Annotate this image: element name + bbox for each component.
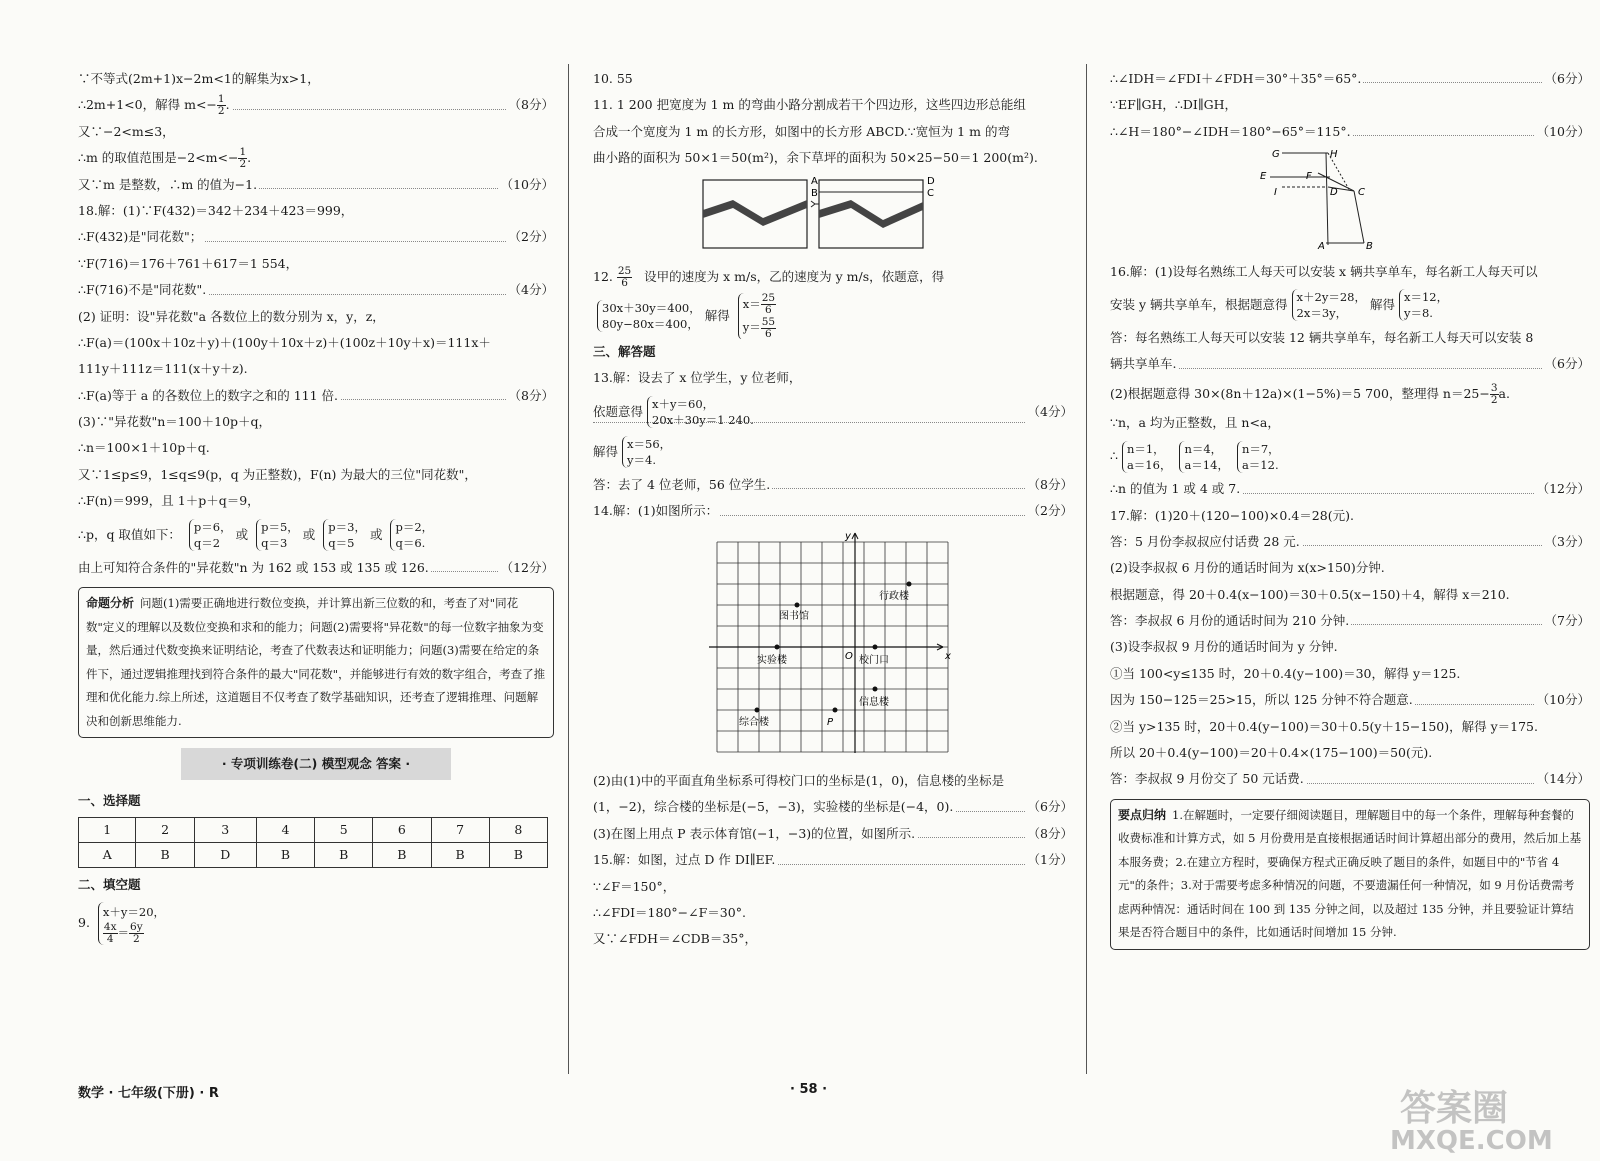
text-line: ∵EF∥GH，∴DI∥GH， xyxy=(1110,97,1237,113)
text-line: ∴∠IDH＝∠FDI＋∠FDH＝30°＋35°＝65°. （6分） xyxy=(1110,66,1590,92)
watermark-logo: 答案圈 xyxy=(1400,1088,1509,1129)
equation-system: 30x＋30y＝400， 80y−80x＝400， xyxy=(597,300,701,332)
text-line: 安装 y 辆共享单车，根据题意得 x＋2y＝28， 2x＝3y，解得 x＝12， y＝8. xyxy=(1110,290,1449,321)
equation-system: n＝4， a＝14， xyxy=(1179,441,1229,473)
score: （10分） xyxy=(499,172,554,198)
text-line: 答：每名熟练工人每天可以安装 12 辆共享单车，每名新工人每天可以安装 8 xyxy=(1110,329,1534,345)
equation-system: x＝12， y＝8. xyxy=(1399,289,1448,321)
summary-text: 1.在解题时，一定要仔细阅读题目，理解题目中的每一个条件，理解每种套餐的收费标准和计算方式，如 5 月份费用是直接根据通话时间计算超出部分的费用，然后加上基本服务费；2.在建立方程时，要确保方程式正确反映了题目的条件，如题目中的"节省 4 元"的条件；3.对于需要考虑多种情况的问题，不要遗漏任何一种情况，如 9 月份话费需考虑两种情况：通话时间在 100 到 135 分钟之间，以及超过 135 分钟，并且要验证计算结果是否符合题目中的条件，比如通话时间增加 15 分钟. xyxy=(1118,807,1582,940)
table-cell: B xyxy=(315,842,373,867)
score: （4分） xyxy=(507,277,554,303)
equation-system: x＋2y＝28， 2x＝3y， xyxy=(1292,289,1366,321)
score: （2分） xyxy=(1026,498,1073,524)
summary-box xyxy=(1110,799,1590,950)
text-line: 答：李叔叔 9 月份交了 50 元话费. （14分） xyxy=(1110,766,1590,792)
axis-y-label: y xyxy=(845,530,851,542)
text: ∴2m+1<0，解得 m<− xyxy=(78,97,217,113)
fraction: $\frac{1}{2}$ xyxy=(217,93,225,118)
label-A: A xyxy=(1318,241,1325,250)
text-line: 辆共享单车. （6分） xyxy=(1110,351,1590,377)
text-line: 又∵−2<m≤3， xyxy=(78,123,175,139)
text-line: ②当 y>135 时，20＋0.4(y−100)＝30＋0.5(y＋15−150)，解得 y＝175. xyxy=(1110,718,1538,734)
text-line: ∴F(a)等于 a 的各数位上的数字之和的 111 倍. （8分） xyxy=(78,383,554,409)
text-line: ∴∠H＝180°−∠IDH＝180°−65°＝115°. （10分） xyxy=(1110,119,1590,145)
building-label: 校门口 xyxy=(859,654,889,666)
equation-system: p＝2， q＝6. xyxy=(390,519,433,551)
watermark-url: MXQE.COM xyxy=(1390,1126,1553,1156)
text-line: 根据题意，得 20＋0.4(x−100)＝30＋0.5(x−150)＋4，解得 x＝210. xyxy=(1110,586,1510,602)
label-H: H xyxy=(1330,149,1338,161)
table-cell: 3 xyxy=(194,817,256,842)
text-line: (3)在图上用点 P 表示体育馆(−1，−3)的位置，如图所示. （8分） xyxy=(593,821,1073,847)
score: （8分） xyxy=(1026,821,1073,847)
text-line: 又∵1≤p≤9，1≤q≤9(p，q 为正整数)，F(n) 为最大的三位"同花数"， xyxy=(78,466,477,482)
question-11: 11. 1 200 把宽度为 1 m 的弯曲小路分割成若干个四边形，这些四边形总能组 xyxy=(593,97,1026,113)
text-line: ∴p，q 取值如下： p＝6， q＝2或 p＝5， q＝3或 p＝3， q＝5或 p＝2， q＝6. xyxy=(78,520,434,551)
label-B: B xyxy=(811,187,818,199)
table-cell: B xyxy=(373,842,431,867)
section-heading: 二、填空题 xyxy=(78,876,141,892)
column-right xyxy=(1110,66,1590,956)
table-cell: 1 xyxy=(79,817,136,842)
table-cell: A xyxy=(79,842,136,867)
column-divider-left xyxy=(568,64,569,1074)
analysis-box xyxy=(78,587,554,738)
text-line: ∴F(432)是"同花数"； （2分） xyxy=(78,224,554,250)
table-cell: 6 xyxy=(373,817,431,842)
axis-x-label: x xyxy=(945,650,951,662)
coordinate-grid xyxy=(593,525,1073,759)
text-line: (2) 证明：设"异花数"a 各数位上的数分别为 x，y，z， xyxy=(78,308,385,324)
text-line: ∴m 的取值范围是−2<m<− $\frac{1}{2}$ . xyxy=(78,146,252,171)
label-D: D xyxy=(927,175,935,187)
text-line: ①当 100<y≤135 时，20＋0.4(y−100)＝30，解得 y＝125. xyxy=(1110,665,1461,681)
text-line: (2)设李叔叔 6 月份的通话时间为 x(x>150)分钟. xyxy=(1110,560,1385,576)
score: （12分） xyxy=(1535,476,1590,502)
table-cell: B xyxy=(431,842,489,867)
score: （6分） xyxy=(1543,66,1590,92)
building-label: 实验楼 xyxy=(757,654,787,666)
answer-table xyxy=(78,817,548,868)
label-F: F xyxy=(1306,171,1312,183)
table-cell: 7 xyxy=(431,817,489,842)
section-heading: 三、解答题 xyxy=(593,343,656,359)
table-cell: 5 xyxy=(315,817,373,842)
question-13: 13.解：设去了 x 位学生，y 位老师， xyxy=(593,370,802,386)
text-line: ∴F(n)＝999，且 1＋p＋q＝9， xyxy=(78,493,260,509)
text-line: ∴F(716)不是"同花数". （4分） xyxy=(78,277,554,303)
score: （4分） xyxy=(1026,392,1073,432)
text-line: ∴n 的值为 1 或 4 或 7. （12分） xyxy=(1110,476,1590,502)
score: （12分） xyxy=(499,555,554,581)
label-C: C xyxy=(927,187,934,199)
equation-system: p＝6， q＝2 xyxy=(189,519,232,551)
table-cell: 2 xyxy=(136,817,194,842)
text-line: 111y＋111z＝111(x＋y＋z). xyxy=(78,361,248,377)
score: （6分） xyxy=(1543,351,1590,377)
table-cell: D xyxy=(194,842,256,867)
label-B: B xyxy=(1366,241,1373,250)
score: （2分） xyxy=(507,224,554,250)
text-line: ∴F(a)＝(100x＋10z＋y)＋(100y＋10x＋z)＋(100z＋10y＋x)＝111x＋ xyxy=(78,334,491,350)
column-middle xyxy=(593,66,1073,953)
text-line: 因为 150−125＝25>15，所以 125 分钟不符合题意. （10分） xyxy=(1110,687,1590,713)
text-line: (2)根据题意得 30×(8n＋12a)×(1−5%)＝5 700，整理得 n＝25− $\frac{3}{2}$ a. xyxy=(1110,381,1510,406)
text-line: 所以 20＋0.4(y−100)＝20＋0.4×(175−100)＝50(元). xyxy=(1110,745,1433,761)
section-heading: 一、选择题 xyxy=(78,793,141,809)
score: （14分） xyxy=(1535,766,1590,792)
score: （8分） xyxy=(507,92,554,118)
question-14: 14.解：(1)如图所示： （2分） xyxy=(593,498,1073,524)
score: （10分） xyxy=(1535,687,1590,713)
score: （1分） xyxy=(1026,847,1073,873)
analysis-title: 命题分析 xyxy=(86,596,135,611)
score: （3分） xyxy=(1543,529,1590,555)
equation-system: x＋y＝20， $\frac{4x}{4}$ ＝ $\frac{6y}{2}$ xyxy=(98,902,165,945)
equation-system: p＝5， q＝3 xyxy=(256,519,299,551)
table-cell: B xyxy=(489,842,547,867)
table-cell: 8 xyxy=(489,817,547,842)
text-line: (3)设李叔叔 9 月份的通话时间为 y 分钟. xyxy=(1110,639,1338,655)
label-I: I xyxy=(1274,187,1277,199)
table-cell: B xyxy=(136,842,194,867)
path-figure xyxy=(593,172,1073,252)
text-line: ∴2m+1<0，解得 m<− $\frac{1}{2}$ . （8分） xyxy=(78,93,554,118)
label-A: A xyxy=(811,175,818,187)
equation-system: x＋y＝60， 20x＋30y＝1 240. xyxy=(647,396,754,428)
column-left xyxy=(78,66,554,948)
score: （6分） xyxy=(1026,794,1073,820)
text-line: ∵不等式(2m+1)x−2m<1的解集为x>1， xyxy=(78,71,320,86)
text-line: (3)∵"异花数"n＝100＋10p＋q， xyxy=(78,414,272,430)
text-line: (2)由(1)中的平面直角坐标系可得校门口的坐标是(1，0)，信息楼的坐标是 xyxy=(593,772,1005,788)
table-cell: B xyxy=(256,842,314,867)
score: （8分） xyxy=(507,383,554,409)
score: （8分） xyxy=(1026,472,1073,498)
origin-label: O xyxy=(845,650,853,662)
text-line: 合成一个宽度为 1 m 的长方形，如图中的长方形 ABCD.∵宽恒为 1 m 的弯 xyxy=(593,123,1010,139)
text-line: 答：李叔叔 6 月份的通话时间为 210 分钟. （7分） xyxy=(1110,608,1590,634)
label-D: D xyxy=(1330,187,1338,199)
text-line: 答：去了 4 位老师，56 位学生. （8分） xyxy=(593,472,1073,498)
text-line: 30x＋30y＝400， 80y−80x＝400，解得 x＝ $\frac{25}{6}$ y＝ $\frac{55}{6}$ xyxy=(593,293,1073,339)
building-label: 信息楼 xyxy=(859,696,889,708)
text-line: ∵∠F＝150°， xyxy=(593,878,676,894)
question-12: 12. $\frac{25}{6}$ 设甲的速度为 x m/s，乙的速度为 y m/s，依题意，得 xyxy=(593,264,945,289)
label-G: G xyxy=(1272,149,1280,161)
building-label: 图书馆 xyxy=(779,610,809,622)
text-line: ∴n＝100×1＋10p＋q. xyxy=(78,440,210,456)
table-row xyxy=(79,842,548,867)
text-line: 依题意得 x＋y＝60， 20x＋30y＝1 240. （4分） xyxy=(593,392,1073,432)
sheet-title: · 专项训练卷(二) 模型观念 答案 · xyxy=(181,748,451,780)
fraction: $\frac{3}{2}$ xyxy=(1490,381,1498,406)
page-number: · 58 · xyxy=(790,1082,828,1097)
text-line: 解得 x＝56， y＝4. xyxy=(593,437,672,468)
text-line: ∵n，a 均为正整数，且 n<a， xyxy=(1110,414,1280,430)
equation-system: x＝ $\frac{25}{6}$ y＝ $\frac{55}{6}$ xyxy=(738,293,776,339)
text-line: 由上可知符合条件的"异花数"n 为 162 或 153 或 135 或 126. （12分） xyxy=(78,555,554,581)
question-10: 10. 55 xyxy=(593,71,633,86)
text-line: 又∵m 是整数，∴m 的值为−1. （10分） xyxy=(78,172,554,198)
question-15: 15.解：如图，过点 D 作 DI∥EF. （1分） xyxy=(593,847,1073,873)
label-E: E xyxy=(1260,171,1267,183)
equation-system: x＝56， y＝4. xyxy=(622,436,671,468)
fraction: $\frac{25}{6}$ xyxy=(617,264,632,289)
text-line: (1，−2)，综合楼的坐标是(−5，−3)，实验楼的坐标是(−4，0). （6分） xyxy=(593,794,1073,820)
building-label: 行政楼 xyxy=(879,590,909,602)
text-line: 又∵∠FDH＝∠CDB＝35°， xyxy=(593,931,757,947)
footer-book-title: 数学 · 七年级(下册) · R xyxy=(78,1086,219,1101)
table-cell: 4 xyxy=(256,817,314,842)
text-line: ∵F(716)＝176＋761＋617＝1 554， xyxy=(78,255,299,271)
summary-title: 要点归纳 xyxy=(1118,807,1167,822)
fraction: $\frac{1}{2}$ xyxy=(239,146,247,171)
question-9: 9. x＋y＝20， $\frac{4x}{4}$ ＝ $\frac{6y}{2}$ xyxy=(78,898,554,948)
text-line: 曲小路的面积为 50×1＝50(m²)，余下草坪的面积为 50×25−50＝1 200(m²). xyxy=(593,150,1038,166)
score: （10分） xyxy=(1535,119,1590,145)
text-line: ∴∠FDI＝180°−∠F＝30°. xyxy=(593,904,746,920)
column-divider-right xyxy=(1086,64,1087,1074)
table-row xyxy=(79,817,548,842)
equation-system: p＝3， q＝5 xyxy=(323,519,366,551)
question-18: 18.解：(1)∵F(432)＝342＋234＋423＝999， xyxy=(78,202,354,218)
label-C: C xyxy=(1358,187,1365,199)
score: （7分） xyxy=(1543,608,1590,634)
question-16: 16.解：(1)设每名熟练工人每天可以安装 x 辆共享单车，每名新工人每天可以 xyxy=(1110,263,1538,279)
equation-system: n＝7， a＝12. xyxy=(1237,441,1280,473)
equation-system: n＝1， a＝16， xyxy=(1122,441,1172,473)
analysis-text: 问题(1)需要正确地进行数位变换，并计算出新三位数的和，考查了对"同花数"定义的理解以及数位变换和求和的能力；问题(2)需要将"异花数"的每一位数字抽象为变量，然后通过代数变换来证明结论，考查了代数表达和证明能力；问题(3)需要在给定的条件下，通过逻辑推理找到符合条件的最大"同花数"，并能够进行有效的数字组合，考查了推理和优化能力.综上所述，这道题目不仅考查了数学基础知识，还考查了逻辑推理、问题解决和创新思维能力. xyxy=(86,596,546,728)
text-line: 答：5 月份李叔叔应付话费 28 元. （3分） xyxy=(1110,529,1590,555)
geometry-figure xyxy=(1110,145,1590,249)
question-17: 17.解：(1)20＋(120−100)×0.4＝28(元). xyxy=(1110,507,1354,523)
point-P-label: P xyxy=(827,716,834,728)
building-label: 综合楼 xyxy=(739,716,769,728)
text-line: ∴ n＝1， a＝16，n＝4， a＝14，n＝7， a＝12. xyxy=(1110,441,1280,472)
